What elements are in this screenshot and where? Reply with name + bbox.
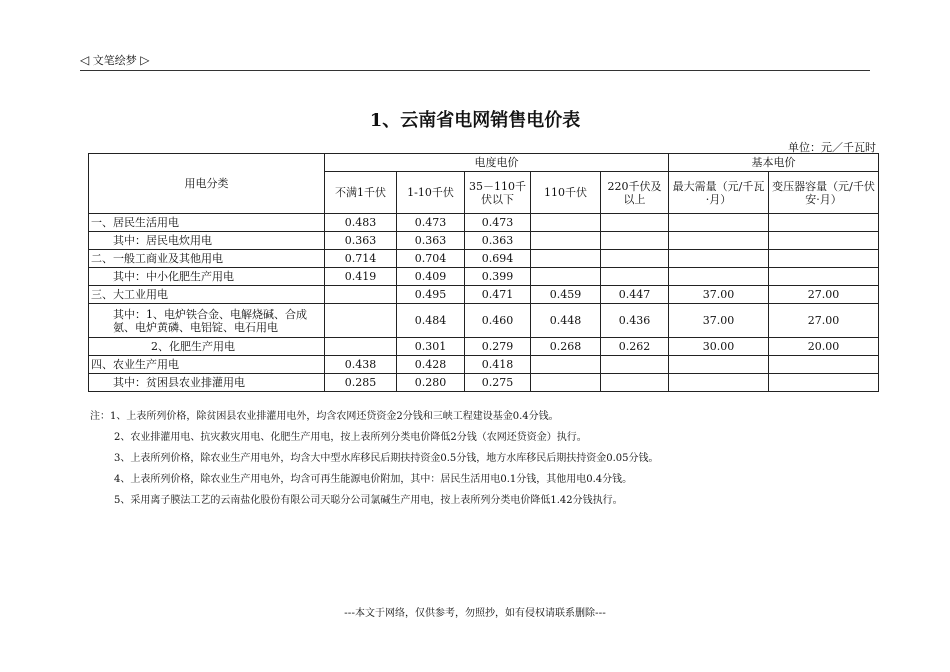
table-cell [669,232,769,250]
row-label: 其中：贫困县农业排灌用电 [89,374,325,392]
table-cell: 0.471 [465,286,531,304]
table-row [89,268,879,286]
table-cell: 0.399 [465,268,531,286]
price-table [88,153,879,392]
header-col-6: 最大需量（元/千瓦·月） [669,172,769,214]
table-cell: 0.483 [325,214,397,232]
table-cell [769,232,879,250]
page-title: 1、云南省电网销售电价表 [369,110,581,131]
table-cell: 0.419 [325,268,397,286]
header-col-4: 110千伏 [531,172,601,214]
header-col-5: 220千伏及以上 [601,172,669,214]
table-cell: 37.00 [669,286,769,304]
table-cell: 0.275 [465,374,531,392]
table-cell: 0.418 [465,356,531,374]
table-cell [531,356,601,374]
note-3: 3、上表所列价格，除农业生产用电外，均含大中型水库移民后期扶持资金0.5分钱，地方水库移民后期扶持资金0.05分钱。 [114,453,659,464]
table-cell [601,268,669,286]
table-row [89,214,879,232]
table-cell [325,286,397,304]
table-cell [325,338,397,356]
table-row [89,338,879,356]
table-cell: 0.428 [397,356,465,374]
left-triangle-icon: ◁ [80,53,90,67]
row-label: 其中：1、电炉铁合金、电解烧碱、合成氨、电炉黄磷、电铝锭、电石用电 [89,304,325,338]
table-cell: 0.694 [465,250,531,268]
table-cell [669,374,769,392]
table-cell [669,356,769,374]
table-cell [601,232,669,250]
header-col-7: 变压器容量（元/千伏安·月） [769,172,879,214]
table-cell: 0.447 [601,286,669,304]
table-cell: 0.473 [465,214,531,232]
table-cell: 0.704 [397,250,465,268]
row-label: 三、大工业用电 [89,286,325,304]
table-cell [769,268,879,286]
right-triangle-icon: ▷ [140,53,150,67]
table-cell [769,374,879,392]
unit-label: 单位：元／千瓦时 [788,141,876,154]
table-cell [325,304,397,338]
table-cell [531,250,601,268]
table-cell: 0.409 [397,268,465,286]
header-col-1: 不满1千伏 [325,172,397,214]
table-cell [669,268,769,286]
header-col-2: 1-10千伏 [397,172,465,214]
table-cell: 0.436 [601,304,669,338]
table-cell: 0.438 [325,356,397,374]
table-cell: 0.285 [325,374,397,392]
table-cell: 0.363 [465,232,531,250]
note-1: 注：1、上表所列价格，除贫困县农业排灌用电外，均含农网还贷资金2分钱和三峡工程建设基金0.4分钱。 [90,411,559,422]
table-cell: 0.714 [325,250,397,268]
table-cell: 27.00 [769,286,879,304]
header-rule [80,70,870,71]
table-cell [769,250,879,268]
table-cell: 37.00 [669,304,769,338]
header-text: 文笔绘梦 [92,54,137,67]
note-5: 5、采用离子膜法工艺的云南盐化股份有限公司天聪分公司氯碱生产用电，按上表所列分类电价降低1.42分钱执行。 [114,495,623,506]
table-row [89,304,879,338]
table-cell [769,214,879,232]
header-category: 用电分类 [89,154,325,214]
table-cell [601,374,669,392]
header-basic-price: 基本电价 [669,154,879,172]
table-cell: 0.495 [397,286,465,304]
row-label: 其中：居民电炊用电 [89,232,325,250]
row-label: 二、一般工商业及其他用电 [89,250,325,268]
table-cell [669,214,769,232]
row-label: 其中：中小化肥生产用电 [89,268,325,286]
table-cell: 0.280 [397,374,465,392]
table-cell: 20.00 [769,338,879,356]
table-cell [531,232,601,250]
row-label: 四、农业生产用电 [89,356,325,374]
table-cell: 0.484 [397,304,465,338]
table-cell: 0.363 [397,232,465,250]
table-cell: 0.301 [397,338,465,356]
header-energy-price: 电度电价 [325,154,669,172]
table-cell: 27.00 [769,304,879,338]
table-row [89,250,879,268]
table-cell: 0.262 [601,338,669,356]
row-label: 2、化肥生产用电 [89,338,325,356]
table-cell [601,214,669,232]
table-cell [531,374,601,392]
table-row [89,286,879,304]
header-col-3: 35－110千伏以下 [465,172,531,214]
table-cell [531,214,601,232]
notes [90,410,659,515]
table-row [89,356,879,374]
table-row [89,374,879,392]
table-cell: 0.448 [531,304,601,338]
page-header [80,52,149,68]
table-cell [601,250,669,268]
table-cell: 0.459 [531,286,601,304]
note-2: 2、农业排灌用电、抗灾救灾用电、化肥生产用电，按上表所列分类电价降低2分钱（农网还贷资金）执行。 [114,432,587,443]
row-label: 一、居民生活用电 [89,214,325,232]
table-cell: 0.279 [465,338,531,356]
table-cell [769,356,879,374]
table-row [89,232,879,250]
table-cell: 0.268 [531,338,601,356]
table-cell: 0.473 [397,214,465,232]
note-4: 4、上表所列价格，除农业生产用电外，均含可再生能源电价附加，其中：居民生活用电0.1分钱，其他用电0.4分钱。 [114,474,633,485]
table-cell: 0.363 [325,232,397,250]
table-cell: 30.00 [669,338,769,356]
table-cell [601,356,669,374]
table-cell [531,268,601,286]
table-cell: 0.460 [465,304,531,338]
page-footer: ---本文于网络，仅供参考，勿照抄，如有侵权请联系删除--- [344,608,606,619]
table-cell [669,250,769,268]
